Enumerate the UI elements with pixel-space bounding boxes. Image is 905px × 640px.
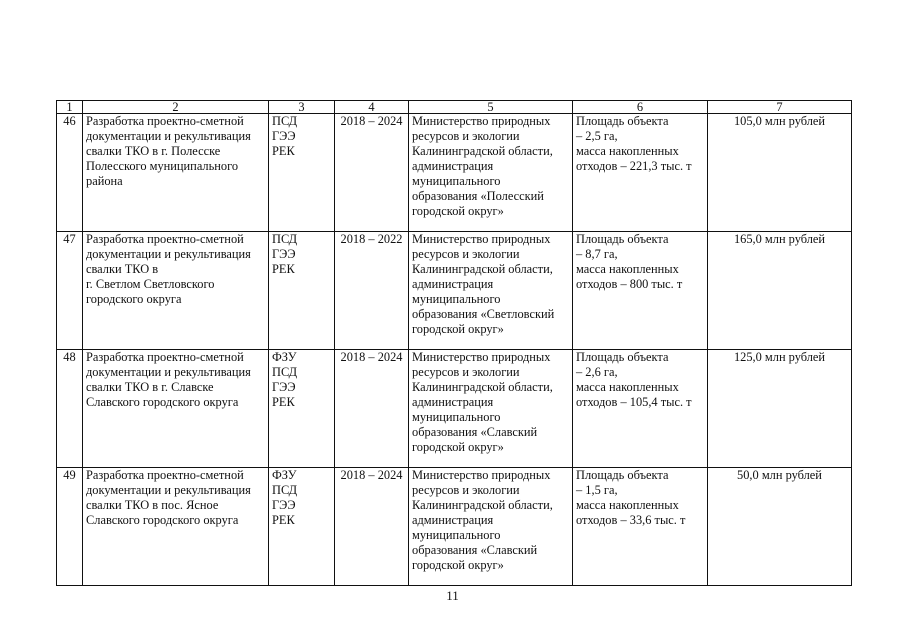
row-number-cell: 49 (57, 468, 83, 586)
measure-name-line: Разработка проектно-сметной (86, 468, 244, 482)
responsible-line: администрация (412, 395, 494, 409)
indicator-cell (573, 468, 708, 586)
indicator-cell (573, 114, 708, 232)
responsible-line: муниципального (412, 528, 501, 542)
measure-name-line: городского округа (86, 292, 182, 306)
responsible-line: ресурсов и экологии (412, 247, 520, 261)
measure-name-line: документации и рекультивация (86, 247, 251, 261)
indicator-line: – 1,5 га, (576, 483, 618, 497)
cost-cell: 165,0 млн рублей (708, 232, 852, 350)
period-cell: 2018 – 2022 (335, 232, 409, 350)
responsible-line: образования «Светловский (412, 307, 555, 321)
measure-name-line: свалки ТКО в пос. Ясное (86, 498, 219, 512)
responsible-line: городской округ» (412, 322, 504, 336)
responsible-line: ресурсов и экологии (412, 129, 520, 143)
table-row (57, 468, 852, 586)
cost-cell: 105,0 млн рублей (708, 114, 852, 232)
measure-name-line: Полесского муниципального (86, 159, 239, 173)
measure-name-cell (83, 114, 269, 232)
stage-code: ПСД (272, 483, 298, 497)
responsible-line: образования «Славский (412, 425, 538, 439)
responsible-line: Министерство природных (412, 114, 551, 128)
responsible-line: городской округ» (412, 558, 504, 572)
responsible-cell (409, 350, 573, 468)
stage-codes-cell (269, 350, 335, 468)
responsible-line: образования «Славский (412, 543, 538, 557)
responsible-line: Министерство природных (412, 232, 551, 246)
responsible-line: Калининградской области, (412, 262, 553, 276)
column-number-1: 1 (57, 101, 83, 114)
cost-cell: 50,0 млн рублей (708, 468, 852, 586)
measure-name-line: Славского городского округа (86, 395, 239, 409)
responsible-line: муниципального (412, 410, 501, 424)
responsible-line: образования «Полесский (412, 189, 544, 203)
responsible-line: городской округ» (412, 440, 504, 454)
responsible-line: Министерство природных (412, 468, 551, 482)
measure-name-line: г. Светлом Светловского (86, 277, 215, 291)
stage-code: ГЭЭ (272, 380, 296, 394)
responsible-line: городской округ» (412, 204, 504, 218)
stage-code: ГЭЭ (272, 498, 296, 512)
responsible-line: администрация (412, 277, 494, 291)
measure-name-line: Разработка проектно-сметной (86, 114, 244, 128)
measure-name-line: Разработка проектно-сметной (86, 350, 244, 364)
measure-name-line: свалки ТКО в (86, 262, 159, 276)
indicator-line: – 2,5 га, (576, 129, 618, 143)
responsible-line: Министерство природных (412, 350, 551, 364)
responsible-line: администрация (412, 513, 494, 527)
measure-name-line: документации и рекультивация (86, 129, 251, 143)
responsible-cell (409, 468, 573, 586)
measure-name-cell (83, 232, 269, 350)
period-cell: 2018 – 2024 (335, 468, 409, 586)
stage-code: ФЗУ (272, 468, 297, 482)
stage-codes-cell (269, 114, 335, 232)
column-number-7: 7 (708, 101, 852, 114)
responsible-cell (409, 114, 573, 232)
indicator-line: масса накопленных (576, 144, 679, 158)
table-row (57, 350, 852, 468)
stage-code: ПСД (272, 232, 298, 246)
indicator-line: масса накопленных (576, 262, 679, 276)
row-number-cell: 46 (57, 114, 83, 232)
responsible-line: муниципального (412, 174, 501, 188)
indicator-line: отходов – 800 тыс. т (576, 277, 683, 291)
responsible-line: ресурсов и экологии (412, 365, 520, 379)
row-number-cell: 48 (57, 350, 83, 468)
column-number-3: 3 (269, 101, 335, 114)
stage-code: ПСД (272, 365, 298, 379)
measure-name-cell (83, 350, 269, 468)
responsible-line: администрация (412, 159, 494, 173)
stage-code: ПСД (272, 114, 298, 128)
measure-name-cell (83, 468, 269, 586)
measure-name-line: свалки ТКО в г. Полесске (86, 144, 221, 158)
measure-name-line: Разработка проектно-сметной (86, 232, 244, 246)
indicator-line: отходов – 221,3 тыс. т (576, 159, 692, 173)
responsible-line: Калининградской области, (412, 144, 553, 158)
stage-codes-cell (269, 232, 335, 350)
indicator-line: Площадь объекта (576, 114, 669, 128)
indicator-cell (573, 232, 708, 350)
indicator-line: Площадь объекта (576, 232, 669, 246)
measures-table (56, 100, 852, 586)
measure-name-line: документации и рекультивация (86, 365, 251, 379)
table-body (57, 114, 852, 586)
column-number-6: 6 (573, 101, 708, 114)
column-number-2: 2 (83, 101, 269, 114)
indicator-cell (573, 350, 708, 468)
stage-code: РЕК (272, 395, 295, 409)
stage-code: РЕК (272, 513, 295, 527)
cost-cell: 125,0 млн рублей (708, 350, 852, 468)
column-number-row (57, 101, 852, 114)
measure-name-line: Славского городского округа (86, 513, 239, 527)
responsible-cell (409, 232, 573, 350)
indicator-line: – 8,7 га, (576, 247, 618, 261)
indicator-line: – 2,6 га, (576, 365, 618, 379)
indicator-line: Площадь объекта (576, 350, 669, 364)
measure-name-line: документации и рекультивация (86, 483, 251, 497)
row-number-cell: 47 (57, 232, 83, 350)
table-row (57, 232, 852, 350)
responsible-line: Калининградской области, (412, 380, 553, 394)
responsible-line: муниципального (412, 292, 501, 306)
period-cell: 2018 – 2024 (335, 350, 409, 468)
measure-name-line: района (86, 174, 123, 188)
column-number-5: 5 (409, 101, 573, 114)
stage-codes-cell (269, 468, 335, 586)
period-cell: 2018 – 2024 (335, 114, 409, 232)
column-number-4: 4 (335, 101, 409, 114)
stage-code: ГЭЭ (272, 247, 296, 261)
table-row (57, 114, 852, 232)
responsible-line: ресурсов и экологии (412, 483, 520, 497)
stage-code: ГЭЭ (272, 129, 296, 143)
responsible-line: Калининградской области, (412, 498, 553, 512)
page-number: 11 (446, 588, 459, 603)
stage-code: ФЗУ (272, 350, 297, 364)
measure-name-line: свалки ТКО в г. Славске (86, 380, 214, 394)
stage-code: РЕК (272, 144, 295, 158)
indicator-line: отходов – 105,4 тыс. т (576, 395, 692, 409)
indicator-line: масса накопленных (576, 498, 679, 512)
indicator-line: Площадь объекта (576, 468, 669, 482)
indicator-line: масса накопленных (576, 380, 679, 394)
indicator-line: отходов – 33,6 тыс. т (576, 513, 686, 527)
stage-code: РЕК (272, 262, 295, 276)
